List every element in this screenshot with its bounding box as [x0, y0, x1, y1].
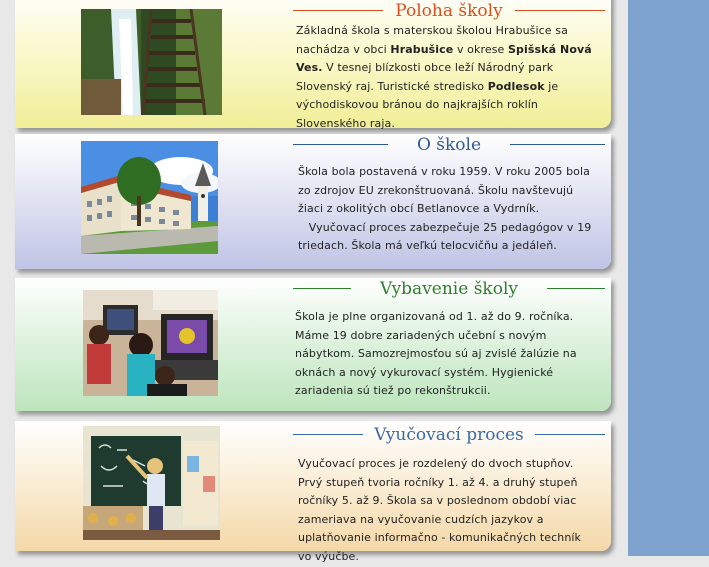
text-fragment: Škola bola postavená v roku 1959. V roku 2005 bola zo zdrojov EU zrekonštruovaná. Školu navštevujú žiaci z okolitých obcí Betlanovce a Vydrník. [298, 165, 591, 216]
section-text [298, 455, 588, 567]
waterfall-photo [81, 9, 222, 115]
text-fragment: Základná škola s materskou školou Hrabušice sa nachádza v obci [296, 24, 568, 56]
text-fragment: Vyučovací proces je rozdelený do dvoch stupňov. Prvý stupeň tvoria ročníky 1. až 4. a druhý stupeň ročníky 5. až 9. Škola sa v poslednom období viac zameriava na vyučovanie cudzích jazykov a uplatňovanie informačno - komunikačných techník vo výučbe. [298, 457, 582, 563]
bold-term: Podlesok [487, 79, 545, 93]
section-text [295, 308, 603, 401]
bold-term: Hrabušice [390, 42, 454, 56]
section-title-row [293, 424, 605, 446]
teacher-blackboard-photo [83, 426, 220, 540]
computer-lab-photo [83, 290, 218, 396]
section-poloha-skoly [15, 0, 611, 128]
text-fragment: v okrese [453, 42, 509, 56]
section-title: O škole [416, 135, 482, 155]
section-text [298, 163, 598, 256]
section-title-row [293, 134, 605, 156]
text-fragment: Škola je plne organizovaná od 1. až do 9. ročníka. Máme 19 dobre zariadených učební s novým nábytkom. Samozrejmosťou sú aj zvislé žalúzie na oknách a nový vykurovací systém. Hygienické zariadenia sú tiež po rekonštrukcii. [295, 310, 577, 398]
section-text [296, 22, 601, 134]
text-fragment: V tesnej blízkosti obce leží Národný park Slovenský raj. Turistické stredisko [296, 61, 554, 93]
right-sidebar [628, 0, 709, 556]
school-building-photo [81, 141, 218, 254]
page-title [293, 0, 605, 22]
bold-term: Spišská Nová Ves. [296, 42, 592, 75]
text-fragment: Vyučovací proces zabezpečuje 25 pedagógov v 19 triedach. Škola má veľkú telocvičňu a jedáleň. [298, 220, 592, 253]
section-title-row [293, 0, 605, 22]
section-title: Poloha školy [395, 1, 503, 21]
section-vyucovaci-proces [15, 421, 611, 563]
text-fragment: je východiskovou bránou do najkrajších roklín Slovenského raja. [296, 79, 559, 130]
section-vybavenie-skoly [15, 278, 611, 411]
section-title-row [293, 278, 605, 300]
section-title: Vybavenie školy [379, 279, 519, 299]
section-o-skole [15, 134, 611, 269]
section-title: Vyučovací proces [374, 425, 524, 445]
